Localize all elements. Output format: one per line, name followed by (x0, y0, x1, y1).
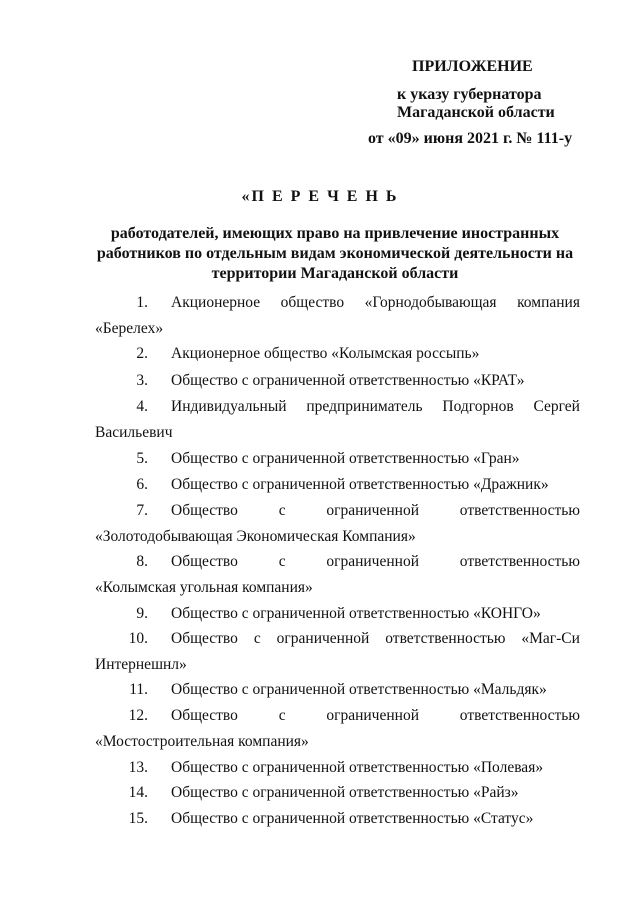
list-item-text: Общество с ограниченной ответственностью «Мальдяк» (171, 681, 547, 698)
list-item-word: ответственностью (459, 502, 580, 519)
list-item-word: Общество (171, 553, 238, 570)
list-item-word: ограниченной (276, 630, 370, 647)
list-item-number: 9. (136, 605, 148, 622)
list-item-number: 8. (136, 553, 148, 570)
list-item-text: Общество с ограниченной ответственностью «Полевая» (171, 759, 544, 776)
list-item-number: 2. (136, 345, 148, 362)
list-item-continuation: Васильевич (95, 424, 173, 441)
list-item-number: 13. (128, 759, 148, 776)
list-item-text (171, 630, 580, 648)
list-item-number: 12. (128, 707, 148, 724)
region-name: Магаданской области (397, 104, 555, 121)
list-item-continuation: «Колымская угольная компания» (95, 579, 313, 596)
list-item-word: с (278, 553, 286, 570)
list-item-text: Общество с ограниченной ответственностью «Дражник» (171, 476, 549, 493)
list-item-word: Сергей (533, 398, 580, 415)
list-item-number: 4. (136, 398, 148, 415)
list-item-text: Акционерное общество «Колымская россыпь» (171, 345, 480, 362)
list-item-word: ограниченной (326, 553, 419, 570)
list-item-continuation: Интернешнл» (95, 656, 187, 673)
list-item-word: «Горнодобывающая (364, 294, 497, 311)
list-item-word: предприниматель (306, 398, 423, 415)
list-item-word: Общество (171, 502, 238, 519)
list-item-word: «Маг-Си (521, 630, 580, 647)
list-item-text (171, 553, 580, 571)
list-item-word: общество (280, 294, 345, 311)
list-item-text: Общество с ограниченной ответственностью «КРАТ» (171, 372, 525, 389)
list-item-text (171, 707, 580, 725)
list-item-text (171, 398, 580, 416)
list-item-word: ответственностью (459, 553, 580, 570)
list-item-text (171, 502, 580, 520)
decree-reference: к указу губернатора (397, 86, 542, 103)
list-item-word: Общество (171, 707, 238, 724)
list-item-text: Общество с ограниченной ответственностью «КОНГО» (171, 605, 541, 622)
list-item-word: с (278, 502, 286, 519)
list-item-word: ответственностью (459, 707, 580, 724)
list-item-word: ответственностью (385, 630, 506, 647)
list-item-word: Индивидуальный (171, 398, 287, 415)
document-subtitle: работодателей, имеющих право на привлечение иностранных работников по отдельным видам экономической деятельности на территории Магаданской области (96, 225, 574, 282)
list-item-continuation: «Золотодобывающая Экономическая Компания» (95, 528, 416, 545)
list-item-text: Общество с ограниченной ответственностью «Гран» (171, 450, 520, 467)
list-item-number: 7. (136, 502, 148, 519)
list-item-text: Общество с ограниченной ответственностью «Статус» (171, 810, 534, 827)
list-item-word: с (253, 630, 261, 647)
list-item-number: 1. (136, 294, 148, 311)
list-item-number: 14. (128, 784, 148, 801)
list-item-word: с (278, 707, 286, 724)
list-item-word: Акционерное (171, 294, 261, 311)
list-item-number: 6. (136, 476, 148, 493)
list-item-word: компания (517, 294, 580, 311)
list-item-word: ограниченной (326, 502, 419, 519)
list-item-word: ограниченной (326, 707, 419, 724)
list-item-number: 11. (129, 681, 148, 698)
list-item-text (171, 294, 580, 312)
list-item-number: 3. (136, 372, 148, 389)
document-title: «П Е Р Е Ч Е Н Ь (241, 188, 399, 205)
list-item-number: 10. (128, 630, 148, 647)
list-item-continuation: «Мостостроительная компания» (95, 733, 309, 750)
appendix-heading: ПРИЛОЖЕНИЕ (412, 58, 533, 75)
list-item-word: Подгорнов (442, 398, 514, 415)
list-item-text: Общество с ограниченной ответственностью «Райз» (171, 784, 519, 801)
decree-date-number: от «09» июня 2021 г. № 111-у (368, 130, 573, 147)
list-item-number: 5. (136, 450, 148, 467)
list-item-number: 15. (128, 810, 148, 827)
list-item-word: Общество (171, 630, 238, 647)
list-item-continuation: «Берелех» (95, 320, 164, 337)
